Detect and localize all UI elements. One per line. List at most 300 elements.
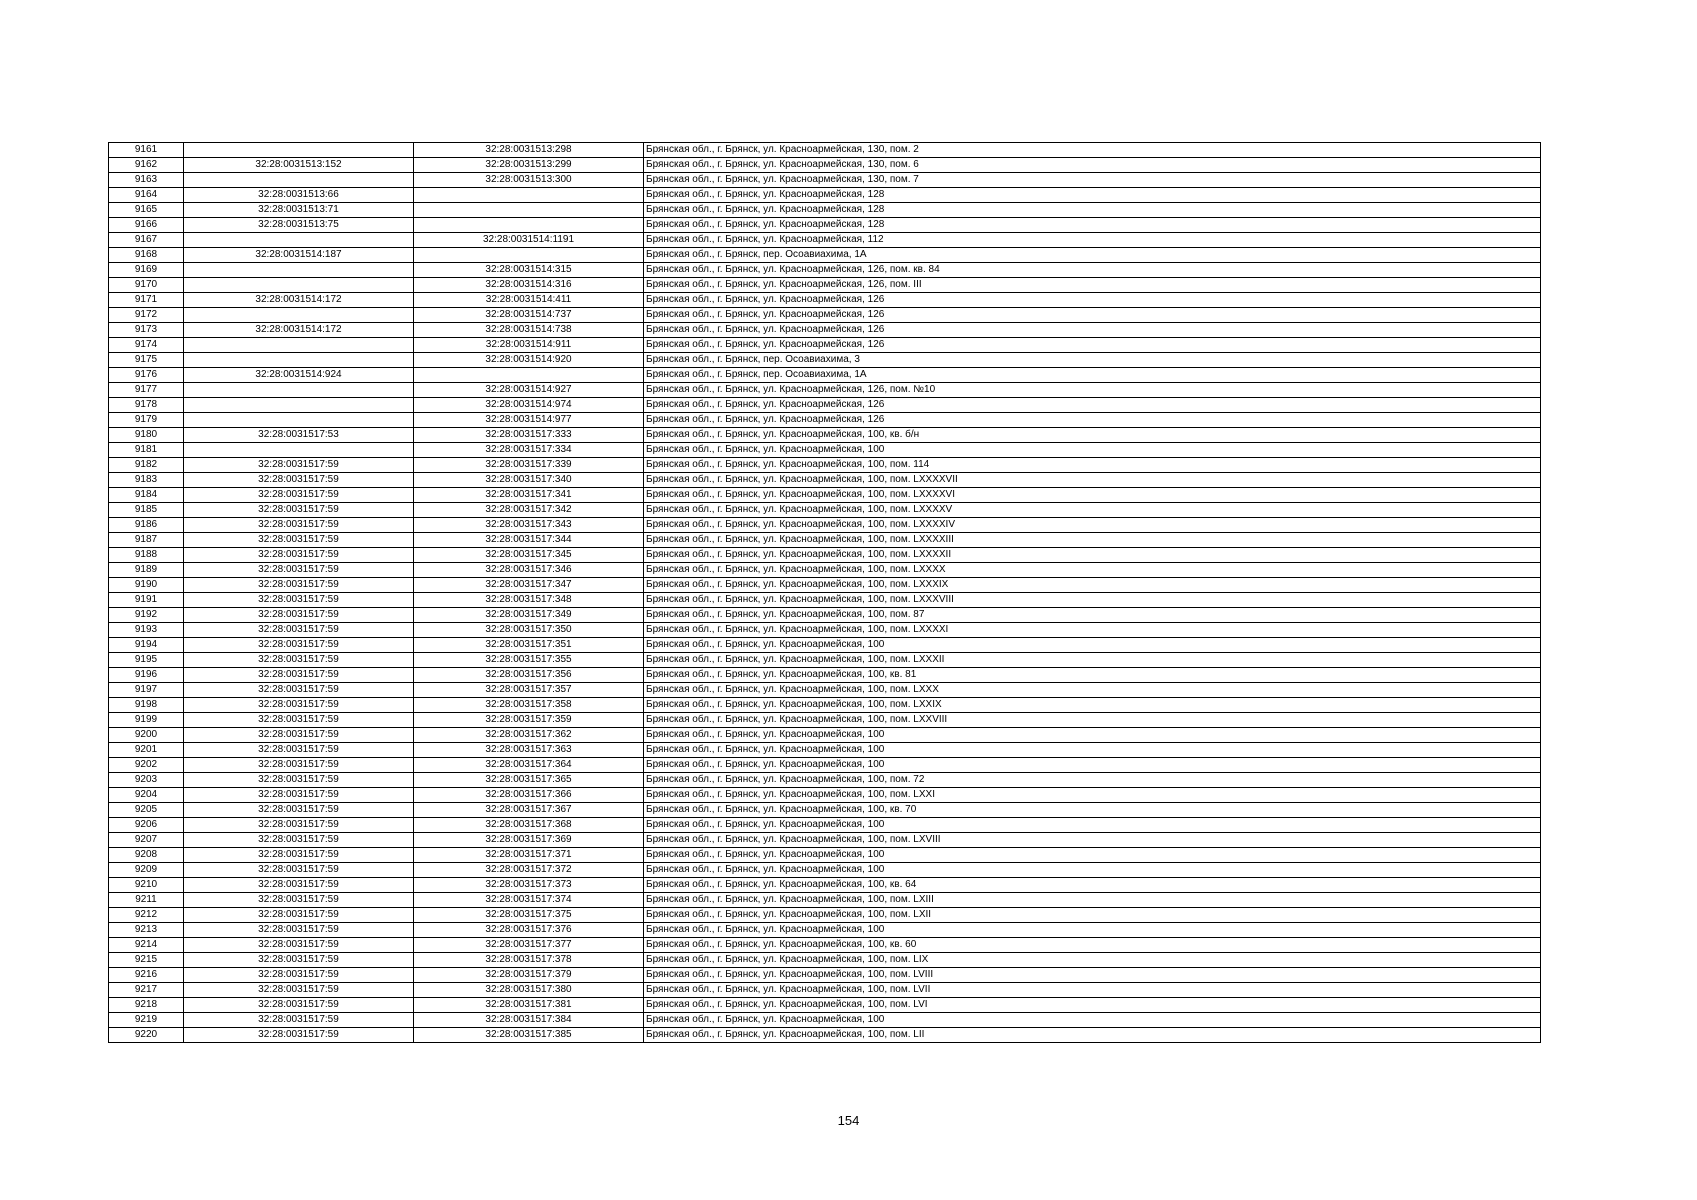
- object-cadastral-number-cell: 32:28:0031517:375: [414, 908, 644, 923]
- object-cadastral-number-cell: 32:28:0031514:316: [414, 278, 644, 293]
- object-cadastral-number-cell: 32:28:0031517:374: [414, 893, 644, 908]
- address-cell: Брянская обл., г. Брянск, пер. Осоавиахима, 1А: [644, 248, 1541, 263]
- object-cadastral-number-cell: 32:28:0031517:350: [414, 623, 644, 638]
- object-cadastral-number-cell: 32:28:0031514:1191: [414, 233, 644, 248]
- row-number-cell: 9184: [109, 488, 184, 503]
- land-cadastral-number-cell: 32:28:0031514:187: [184, 248, 414, 263]
- address-cell: Брянская обл., г. Брянск, ул. Красноармейская, 100, пом. 87: [644, 608, 1541, 623]
- land-cadastral-number-cell: 32:28:0031517:59: [184, 668, 414, 683]
- land-cadastral-number-cell: 32:28:0031513:75: [184, 218, 414, 233]
- land-cadastral-number-cell: 32:28:0031517:59: [184, 683, 414, 698]
- object-cadastral-number-cell: 32:28:0031514:920: [414, 353, 644, 368]
- page-number: 154: [837, 1113, 860, 1128]
- row-number-cell: 9167: [109, 233, 184, 248]
- object-cadastral-number-cell: 32:28:0031517:377: [414, 938, 644, 953]
- object-cadastral-number-cell: 32:28:0031514:974: [414, 398, 644, 413]
- table-row: [109, 353, 1541, 368]
- table-row: [109, 308, 1541, 323]
- row-number-cell: 9197: [109, 683, 184, 698]
- address-cell: Брянская обл., г. Брянск, пер. Осоавиахима, 3: [644, 353, 1541, 368]
- table-row: [109, 173, 1541, 188]
- land-cadastral-number-cell: [184, 398, 414, 413]
- object-cadastral-number-cell: 32:28:0031517:349: [414, 608, 644, 623]
- land-cadastral-number-cell: [184, 173, 414, 188]
- address-cell: Брянская обл., г. Брянск, ул. Красноармейская, 100, пом. LII: [644, 1028, 1541, 1043]
- address-cell: Брянская обл., г. Брянск, ул. Красноармейская, 100: [644, 443, 1541, 458]
- row-number-cell: 9180: [109, 428, 184, 443]
- row-number-cell: 9198: [109, 698, 184, 713]
- row-number-cell: 9212: [109, 908, 184, 923]
- land-cadastral-number-cell: 32:28:0031517:59: [184, 758, 414, 773]
- row-number-cell: 9165: [109, 203, 184, 218]
- table-row: [109, 368, 1541, 383]
- object-cadastral-number-cell: 32:28:0031517:373: [414, 878, 644, 893]
- row-number-cell: 9194: [109, 638, 184, 653]
- land-cadastral-number-cell: [184, 263, 414, 278]
- table-row: [109, 953, 1541, 968]
- object-cadastral-number-cell: 32:28:0031517:365: [414, 773, 644, 788]
- table-row: [109, 578, 1541, 593]
- land-cadastral-number-cell: [184, 143, 414, 158]
- address-cell: Брянская обл., г. Брянск, ул. Красноармейская, 130, пом. 6: [644, 158, 1541, 173]
- table-row: [109, 788, 1541, 803]
- table-row: [109, 383, 1541, 398]
- address-cell: Брянская обл., г. Брянск, ул. Красноармейская, 100: [644, 1013, 1541, 1028]
- address-cell: Брянская обл., г. Брянск, ул. Красноармейская, 128: [644, 218, 1541, 233]
- object-cadastral-number-cell: 32:28:0031517:363: [414, 743, 644, 758]
- object-cadastral-number-cell: [414, 248, 644, 263]
- address-cell: Брянская обл., г. Брянск, ул. Красноармейская, 126, пом. №10: [644, 383, 1541, 398]
- table-row: [109, 863, 1541, 878]
- row-number-cell: 9216: [109, 968, 184, 983]
- land-cadastral-number-cell: 32:28:0031513:66: [184, 188, 414, 203]
- address-cell: Брянская обл., г. Брянск, ул. Красноармейская, 126, пом. кв. 84: [644, 263, 1541, 278]
- table-row: [109, 473, 1541, 488]
- land-cadastral-number-cell: 32:28:0031514:924: [184, 368, 414, 383]
- object-cadastral-number-cell: 32:28:0031517:359: [414, 713, 644, 728]
- table-row: [109, 728, 1541, 743]
- address-cell: Брянская обл., г. Брянск, ул. Красноармейская, 100, пом. LVI: [644, 998, 1541, 1013]
- land-cadastral-number-cell: 32:28:0031517:59: [184, 788, 414, 803]
- address-cell: Брянская обл., г. Брянск, ул. Красноармейская, 100, пом. LXXVIII: [644, 713, 1541, 728]
- table-row: [109, 773, 1541, 788]
- address-cell: Брянская обл., г. Брянск, ул. Красноармейская, 100, пом. LXXXXI: [644, 623, 1541, 638]
- table-row: [109, 233, 1541, 248]
- address-cell: Брянская обл., г. Брянск, ул. Красноармейская, 100, пом. LXXXX: [644, 563, 1541, 578]
- object-cadastral-number-cell: 32:28:0031514:977: [414, 413, 644, 428]
- land-cadastral-number-cell: 32:28:0031517:59: [184, 773, 414, 788]
- address-cell: Брянская обл., г. Брянск, ул. Красноармейская, 100, пом. LVIII: [644, 968, 1541, 983]
- table-row: [109, 1028, 1541, 1043]
- object-cadastral-number-cell: 32:28:0031517:347: [414, 578, 644, 593]
- table-row: [109, 818, 1541, 833]
- table-row: [109, 203, 1541, 218]
- address-cell: Брянская обл., г. Брянск, ул. Красноармейская, 130, пом. 7: [644, 173, 1541, 188]
- address-cell: Брянская обл., г. Брянск, пер. Осоавиахима, 1А: [644, 368, 1541, 383]
- row-number-cell: 9192: [109, 608, 184, 623]
- object-cadastral-number-cell: 32:28:0031514:927: [414, 383, 644, 398]
- row-number-cell: 9210: [109, 878, 184, 893]
- land-cadastral-number-cell: 32:28:0031517:59: [184, 578, 414, 593]
- address-cell: Брянская обл., г. Брянск, ул. Красноармейская, 100: [644, 923, 1541, 938]
- row-number-cell: 9190: [109, 578, 184, 593]
- address-cell: Брянская обл., г. Брянск, ул. Красноармейская, 126, пом. III: [644, 278, 1541, 293]
- land-cadastral-number-cell: 32:28:0031517:59: [184, 563, 414, 578]
- row-number-cell: 9208: [109, 848, 184, 863]
- row-number-cell: 9215: [109, 953, 184, 968]
- row-number-cell: 9217: [109, 983, 184, 998]
- object-cadastral-number-cell: [414, 368, 644, 383]
- address-cell: Брянская обл., г. Брянск, ул. Красноармейская, 126: [644, 413, 1541, 428]
- row-number-cell: 9168: [109, 248, 184, 263]
- land-cadastral-number-cell: 32:28:0031517:59: [184, 623, 414, 638]
- address-cell: Брянская обл., г. Брянск, ул. Красноармейская, 100, кв. 70: [644, 803, 1541, 818]
- address-cell: Брянская обл., г. Брянск, ул. Красноармейская, 126: [644, 293, 1541, 308]
- row-number-cell: 9162: [109, 158, 184, 173]
- land-cadastral-number-cell: 32:28:0031517:59: [184, 713, 414, 728]
- address-cell: Брянская обл., г. Брянск, ул. Красноармейская, 100: [644, 758, 1541, 773]
- address-cell: Брянская обл., г. Брянск, ул. Красноармейская, 100, пом. LXXIX: [644, 698, 1541, 713]
- table-row: [109, 653, 1541, 668]
- address-cell: Брянская обл., г. Брянск, ул. Красноармейская, 100: [644, 863, 1541, 878]
- address-cell: Брянская обл., г. Брянск, ул. Красноармейская, 100, пом. LXVIII: [644, 833, 1541, 848]
- land-cadastral-number-cell: 32:28:0031517:59: [184, 953, 414, 968]
- table-row: [109, 593, 1541, 608]
- object-cadastral-number-cell: 32:28:0031517:344: [414, 533, 644, 548]
- object-cadastral-number-cell: 32:28:0031517:367: [414, 803, 644, 818]
- address-cell: Брянская обл., г. Брянск, ул. Красноармейская, 100, пом. LXXXXII: [644, 548, 1541, 563]
- object-cadastral-number-cell: 32:28:0031517:372: [414, 863, 644, 878]
- land-cadastral-number-cell: [184, 338, 414, 353]
- land-cadastral-number-cell: [184, 383, 414, 398]
- address-cell: Брянская обл., г. Брянск, ул. Красноармейская, 128: [644, 188, 1541, 203]
- object-cadastral-number-cell: 32:28:0031517:342: [414, 503, 644, 518]
- land-cadastral-number-cell: 32:28:0031517:59: [184, 893, 414, 908]
- address-cell: Брянская обл., г. Брянск, ул. Красноармейская, 100, пом. 72: [644, 773, 1541, 788]
- table-row: [109, 488, 1541, 503]
- object-cadastral-number-cell: 32:28:0031517:379: [414, 968, 644, 983]
- land-cadastral-number-cell: 32:28:0031517:59: [184, 608, 414, 623]
- table-row: [109, 518, 1541, 533]
- land-cadastral-number-cell: 32:28:0031517:59: [184, 518, 414, 533]
- land-cadastral-number-cell: 32:28:0031517:59: [184, 503, 414, 518]
- address-cell: Брянская обл., г. Брянск, ул. Красноармейская, 126: [644, 323, 1541, 338]
- address-cell: Брянская обл., г. Брянск, ул. Красноармейская, 100, пом. LXII: [644, 908, 1541, 923]
- row-number-cell: 9174: [109, 338, 184, 353]
- object-cadastral-number-cell: 32:28:0031517:364: [414, 758, 644, 773]
- row-number-cell: 9170: [109, 278, 184, 293]
- address-cell: Брянская обл., г. Брянск, ул. Красноармейская, 100, пом. LXXXIX: [644, 578, 1541, 593]
- object-cadastral-number-cell: 32:28:0031517:348: [414, 593, 644, 608]
- row-number-cell: 9206: [109, 818, 184, 833]
- address-cell: Брянская обл., г. Брянск, ул. Красноармейская, 126: [644, 308, 1541, 323]
- address-cell: Брянская обл., г. Брянск, ул. Красноармейская, 100, кв. б/н: [644, 428, 1541, 443]
- land-cadastral-number-cell: 32:28:0031517:53: [184, 428, 414, 443]
- land-cadastral-number-cell: [184, 308, 414, 323]
- table-row: [109, 968, 1541, 983]
- row-number-cell: 9195: [109, 653, 184, 668]
- row-number-cell: 9179: [109, 413, 184, 428]
- table-row: [109, 278, 1541, 293]
- row-number-cell: 9213: [109, 923, 184, 938]
- land-cadastral-number-cell: 32:28:0031517:59: [184, 458, 414, 473]
- object-cadastral-number-cell: 32:28:0031517:376: [414, 923, 644, 938]
- object-cadastral-number-cell: 32:28:0031517:369: [414, 833, 644, 848]
- object-cadastral-number-cell: 32:28:0031517:357: [414, 683, 644, 698]
- object-cadastral-number-cell: [414, 188, 644, 203]
- address-cell: Брянская обл., г. Брянск, ул. Красноармейская, 100: [644, 743, 1541, 758]
- row-number-cell: 9181: [109, 443, 184, 458]
- table-row: [109, 218, 1541, 233]
- land-cadastral-number-cell: [184, 278, 414, 293]
- row-number-cell: 9200: [109, 728, 184, 743]
- address-cell: Брянская обл., г. Брянск, ул. Красноармейская, 100, кв. 64: [644, 878, 1541, 893]
- registry-table-body: [109, 143, 1541, 1043]
- row-number-cell: 9207: [109, 833, 184, 848]
- address-cell: Брянская обл., г. Брянск, ул. Красноармейская, 100, пом. LXXX: [644, 683, 1541, 698]
- address-cell: Брянская обл., г. Брянск, ул. Красноармейская, 100, пом. LXXXXIII: [644, 533, 1541, 548]
- land-cadastral-number-cell: [184, 353, 414, 368]
- row-number-cell: 9186: [109, 518, 184, 533]
- row-number-cell: 9191: [109, 593, 184, 608]
- object-cadastral-number-cell: 32:28:0031517:366: [414, 788, 644, 803]
- address-cell: Брянская обл., г. Брянск, ул. Красноармейская, 100, пом. LIX: [644, 953, 1541, 968]
- land-cadastral-number-cell: 32:28:0031517:59: [184, 548, 414, 563]
- table-row: [109, 428, 1541, 443]
- land-cadastral-number-cell: 32:28:0031517:59: [184, 968, 414, 983]
- row-number-cell: 9172: [109, 308, 184, 323]
- object-cadastral-number-cell: 32:28:0031517:378: [414, 953, 644, 968]
- row-number-cell: 9203: [109, 773, 184, 788]
- address-cell: Брянская обл., г. Брянск, ул. Красноармейская, 100, пом. LXXI: [644, 788, 1541, 803]
- table-row: [109, 743, 1541, 758]
- land-cadastral-number-cell: 32:28:0031517:59: [184, 863, 414, 878]
- land-cadastral-number-cell: 32:28:0031517:59: [184, 803, 414, 818]
- address-cell: Брянская обл., г. Брянск, ул. Красноармейская, 130, пом. 2: [644, 143, 1541, 158]
- table-row: [109, 713, 1541, 728]
- land-cadastral-number-cell: 32:28:0031517:59: [184, 998, 414, 1013]
- address-cell: Брянская обл., г. Брянск, ул. Красноармейская, 100, кв. 60: [644, 938, 1541, 953]
- object-cadastral-number-cell: 32:28:0031517:333: [414, 428, 644, 443]
- object-cadastral-number-cell: 32:28:0031517:381: [414, 998, 644, 1013]
- object-cadastral-number-cell: 32:28:0031517:368: [414, 818, 644, 833]
- object-cadastral-number-cell: 32:28:0031513:300: [414, 173, 644, 188]
- row-number-cell: 9205: [109, 803, 184, 818]
- land-cadastral-number-cell: 32:28:0031517:59: [184, 698, 414, 713]
- table-row: [109, 263, 1541, 278]
- land-cadastral-number-cell: 32:28:0031517:59: [184, 1028, 414, 1043]
- table-row: [109, 833, 1541, 848]
- object-cadastral-number-cell: 32:28:0031517:334: [414, 443, 644, 458]
- table-row: [109, 758, 1541, 773]
- table-row: [109, 443, 1541, 458]
- address-cell: Брянская обл., г. Брянск, ул. Красноармейская, 100, пом. LXXXVIII: [644, 593, 1541, 608]
- land-cadastral-number-cell: [184, 233, 414, 248]
- address-cell: Брянская обл., г. Брянск, ул. Красноармейская, 100, пом. LVII: [644, 983, 1541, 998]
- address-cell: Брянская обл., г. Брянск, ул. Красноармейская, 100, кв. 81: [644, 668, 1541, 683]
- land-cadastral-number-cell: 32:28:0031517:59: [184, 653, 414, 668]
- address-cell: Брянская обл., г. Брянск, ул. Красноармейская, 100: [644, 638, 1541, 653]
- land-cadastral-number-cell: 32:28:0031517:59: [184, 923, 414, 938]
- table-row: [109, 158, 1541, 173]
- table-row: [109, 323, 1541, 338]
- row-number-cell: 9188: [109, 548, 184, 563]
- table-row: [109, 503, 1541, 518]
- address-cell: Брянская обл., г. Брянск, ул. Красноармейская, 100, пом. LXXXII: [644, 653, 1541, 668]
- table-row: [109, 878, 1541, 893]
- object-cadastral-number-cell: 32:28:0031517:339: [414, 458, 644, 473]
- row-number-cell: 9166: [109, 218, 184, 233]
- row-number-cell: 9187: [109, 533, 184, 548]
- table-row: [109, 803, 1541, 818]
- table-row: [109, 143, 1541, 158]
- object-cadastral-number-cell: 32:28:0031514:911: [414, 338, 644, 353]
- land-cadastral-number-cell: 32:28:0031513:152: [184, 158, 414, 173]
- object-cadastral-number-cell: 32:28:0031517:358: [414, 698, 644, 713]
- object-cadastral-number-cell: 32:28:0031517:341: [414, 488, 644, 503]
- row-number-cell: 9163: [109, 173, 184, 188]
- land-cadastral-number-cell: 32:28:0031513:71: [184, 203, 414, 218]
- table-row: [109, 848, 1541, 863]
- table-row: [109, 608, 1541, 623]
- row-number-cell: 9196: [109, 668, 184, 683]
- land-cadastral-number-cell: 32:28:0031517:59: [184, 878, 414, 893]
- row-number-cell: 9183: [109, 473, 184, 488]
- address-cell: Брянская обл., г. Брянск, ул. Красноармейская, 100: [644, 818, 1541, 833]
- row-number-cell: 9220: [109, 1028, 184, 1043]
- row-number-cell: 9218: [109, 998, 184, 1013]
- row-number-cell: 9204: [109, 788, 184, 803]
- table-row: [109, 998, 1541, 1013]
- row-number-cell: 9185: [109, 503, 184, 518]
- table-row: [109, 458, 1541, 473]
- land-cadastral-number-cell: 32:28:0031517:59: [184, 983, 414, 998]
- address-cell: Брянская обл., г. Брянск, ул. Красноармейская, 112: [644, 233, 1541, 248]
- object-cadastral-number-cell: 32:28:0031517:346: [414, 563, 644, 578]
- table-row: [109, 398, 1541, 413]
- table-row: [109, 683, 1541, 698]
- object-cadastral-number-cell: 32:28:0031514:738: [414, 323, 644, 338]
- land-cadastral-number-cell: 32:28:0031517:59: [184, 593, 414, 608]
- row-number-cell: 9169: [109, 263, 184, 278]
- row-number-cell: 9176: [109, 368, 184, 383]
- address-cell: Брянская обл., г. Брянск, ул. Красноармейская, 100: [644, 728, 1541, 743]
- address-cell: Брянская обл., г. Брянск, ул. Красноармейская, 128: [644, 203, 1541, 218]
- address-cell: Брянская обл., г. Брянск, ул. Красноармейская, 100, пом. LXXXXVI: [644, 488, 1541, 503]
- row-number-cell: 9202: [109, 758, 184, 773]
- land-cadastral-number-cell: 32:28:0031517:59: [184, 848, 414, 863]
- object-cadastral-number-cell: [414, 218, 644, 233]
- object-cadastral-number-cell: 32:28:0031517:340: [414, 473, 644, 488]
- land-cadastral-number-cell: [184, 413, 414, 428]
- object-cadastral-number-cell: 32:28:0031513:299: [414, 158, 644, 173]
- table-row: [109, 548, 1541, 563]
- object-cadastral-number-cell: 32:28:0031517:351: [414, 638, 644, 653]
- object-cadastral-number-cell: 32:28:0031517:385: [414, 1028, 644, 1043]
- row-number-cell: 9173: [109, 323, 184, 338]
- object-cadastral-number-cell: 32:28:0031514:411: [414, 293, 644, 308]
- object-cadastral-number-cell: 32:28:0031517:356: [414, 668, 644, 683]
- object-cadastral-number-cell: 32:28:0031517:380: [414, 983, 644, 998]
- address-cell: Брянская обл., г. Брянск, ул. Красноармейская, 100, пом. 114: [644, 458, 1541, 473]
- table-row: [109, 668, 1541, 683]
- land-cadastral-number-cell: 32:28:0031517:59: [184, 833, 414, 848]
- object-cadastral-number-cell: 32:28:0031514:315: [414, 263, 644, 278]
- land-cadastral-number-cell: 32:28:0031517:59: [184, 908, 414, 923]
- land-cadastral-number-cell: 32:28:0031517:59: [184, 743, 414, 758]
- object-cadastral-number-cell: 32:28:0031517:362: [414, 728, 644, 743]
- table-row: [109, 938, 1541, 953]
- object-cadastral-number-cell: 32:28:0031517:371: [414, 848, 644, 863]
- land-cadastral-number-cell: 32:28:0031517:59: [184, 818, 414, 833]
- row-number-cell: 9164: [109, 188, 184, 203]
- address-cell: Брянская обл., г. Брянск, ул. Красноармейская, 126: [644, 338, 1541, 353]
- land-cadastral-number-cell: 32:28:0031517:59: [184, 473, 414, 488]
- table-row: [109, 188, 1541, 203]
- row-number-cell: 9209: [109, 863, 184, 878]
- row-number-cell: 9171: [109, 293, 184, 308]
- land-cadastral-number-cell: [184, 443, 414, 458]
- address-cell: Брянская обл., г. Брянск, ул. Красноармейская, 100, пом. LXIII: [644, 893, 1541, 908]
- row-number-cell: 9182: [109, 458, 184, 473]
- address-cell: Брянская обл., г. Брянск, ул. Красноармейская, 126: [644, 398, 1541, 413]
- table-row: [109, 923, 1541, 938]
- land-cadastral-number-cell: 32:28:0031514:172: [184, 323, 414, 338]
- address-cell: Брянская обл., г. Брянск, ул. Красноармейская, 100, пом. LXXXXIV: [644, 518, 1541, 533]
- object-cadastral-number-cell: 32:28:0031517:384: [414, 1013, 644, 1028]
- object-cadastral-number-cell: [414, 203, 644, 218]
- table-row: [109, 338, 1541, 353]
- row-number-cell: 9175: [109, 353, 184, 368]
- object-cadastral-number-cell: 32:28:0031514:737: [414, 308, 644, 323]
- row-number-cell: 9201: [109, 743, 184, 758]
- land-cadastral-number-cell: 32:28:0031517:59: [184, 1013, 414, 1028]
- row-number-cell: 9161: [109, 143, 184, 158]
- object-cadastral-number-cell: 32:28:0031513:298: [414, 143, 644, 158]
- row-number-cell: 9193: [109, 623, 184, 638]
- table-row: [109, 908, 1541, 923]
- row-number-cell: 9189: [109, 563, 184, 578]
- table-row: [109, 293, 1541, 308]
- table-row: [109, 638, 1541, 653]
- table-row: [109, 563, 1541, 578]
- land-cadastral-number-cell: 32:28:0031517:59: [184, 488, 414, 503]
- land-cadastral-number-cell: 32:28:0031517:59: [184, 728, 414, 743]
- table-row: [109, 413, 1541, 428]
- object-cadastral-number-cell: 32:28:0031517:345: [414, 548, 644, 563]
- address-cell: Брянская обл., г. Брянск, ул. Красноармейская, 100, пом. LXXXXV: [644, 503, 1541, 518]
- address-cell: Брянская обл., г. Брянск, ул. Красноармейская, 100: [644, 848, 1541, 863]
- table-row: [109, 533, 1541, 548]
- object-cadastral-number-cell: 32:28:0031517:355: [414, 653, 644, 668]
- land-cadastral-number-cell: 32:28:0031517:59: [184, 638, 414, 653]
- row-number-cell: 9211: [109, 893, 184, 908]
- land-cadastral-number-cell: 32:28:0031517:59: [184, 533, 414, 548]
- object-cadastral-number-cell: 32:28:0031517:343: [414, 518, 644, 533]
- table-row: [109, 1013, 1541, 1028]
- address-cell: Брянская обл., г. Брянск, ул. Красноармейская, 100, пом. LXXXXVII: [644, 473, 1541, 488]
- table-row: [109, 983, 1541, 998]
- row-number-cell: 9178: [109, 398, 184, 413]
- row-number-cell: 9219: [109, 1013, 184, 1028]
- table-row: [109, 893, 1541, 908]
- land-cadastral-number-cell: 32:28:0031514:172: [184, 293, 414, 308]
- table-row: [109, 623, 1541, 638]
- row-number-cell: 9214: [109, 938, 184, 953]
- registry-table: [108, 142, 1541, 1043]
- row-number-cell: 9199: [109, 713, 184, 728]
- land-cadastral-number-cell: 32:28:0031517:59: [184, 938, 414, 953]
